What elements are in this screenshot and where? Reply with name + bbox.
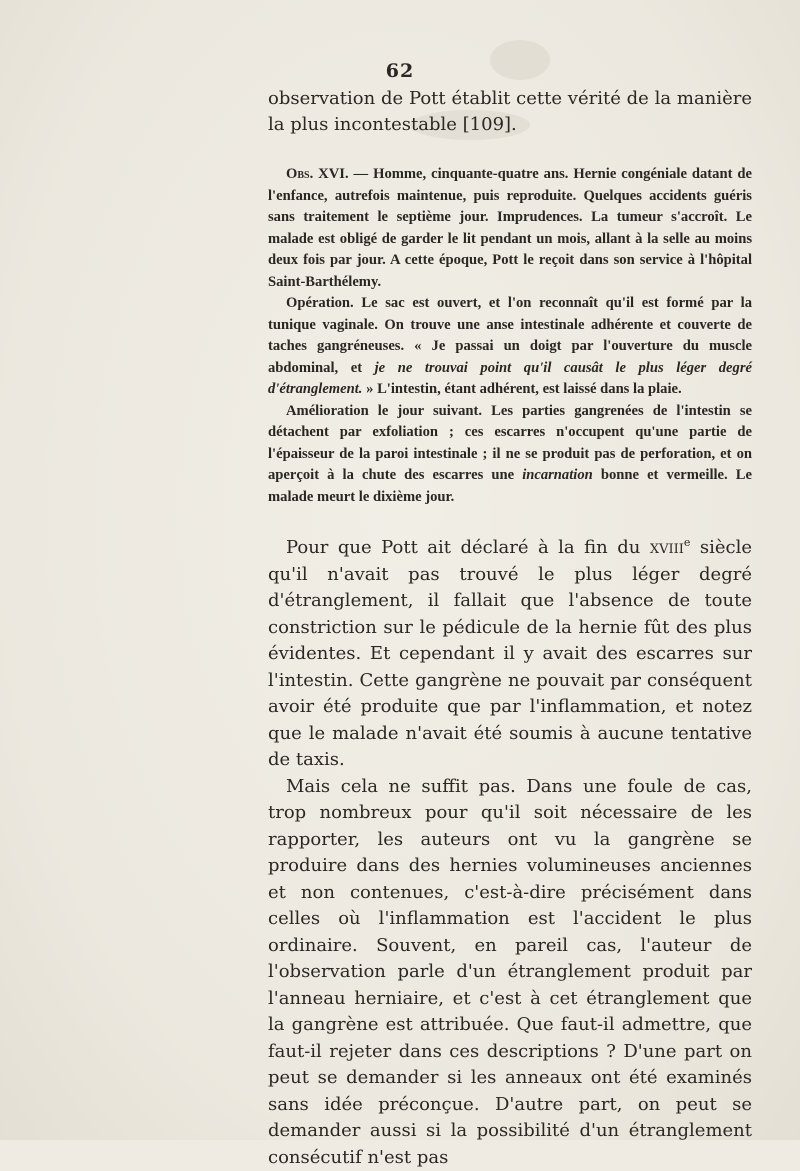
amelioration-italic: incarnation [522,467,593,483]
body-paragraph-1-end: siècle qu'il n'avait pas trouvé le plus léger degré d'étranglement, il fallait que l'absence de toute constriction sur le pédicule de la hernie fût des plus évidentes. Et cependant il y avait des escarres sur l'intestin. Cette gangrène ne pouvait par conséquent avoir été produite que par l'inflammation, et notez que le malade n'avait été soumis à aucune tentative de taxis. [268,537,752,770]
observation-label: Obs. XVI. [286,166,349,182]
observation-summary-text: — Homme, cinquante-quatre ans. Hernie congéniale datant de l'enfance, autrefois maintenue, puis reproduite. Quelques accidents guéris sans traitement le septième jour. Imprudences. La tumeur s'accroît. Le malade est obligé de garder le lit pendant un mois, allant à la selle au moins deux fois par jour. A cette époque, Pott le reçoit dans son service à l'hôpital Saint-Barthélemy. [268,166,752,290]
intro-paragraph: observation de Pott établit cette vérité de la manière la plus incontestable [109]. [268,86,752,138]
amelioration-text-end: bonne et vermeille. Le malade meurt le dixième jour. [268,467,752,505]
observation-operation [268,293,752,401]
page-content [268,86,752,1171]
amelioration-text: Amélioration le jour suivant. Les parties gangrenées de l'intestin se détachent par exfoliation ; ces escarres n'occupent qu'une partie de l'épaisseur de la paroi intestinale ; il ne se produit pas de perforation, et on aperçoit à la chute des escarres une [268,403,752,484]
operation-text-end: » L'intestin, étant adhérent, est laissé dans la plaie. [362,381,681,397]
body-paragraph-1 [268,530,752,774]
body-paragraph-1-start: Pour que Pott ait déclaré à la fin du [286,537,650,558]
observation-summary [268,164,752,293]
page-number: 62 [0,60,800,82]
operation-quote-italic: je ne trouvai point qu'il causât le plus léger degré d'étranglement. [268,360,752,398]
observation-amelioration [268,401,752,509]
century-numeral: xviii [650,537,684,558]
operation-text: Opération. Le sac est ouvert, et l'on reconnaît qu'il est formé par la tunique vaginale. On trouve une anse intestinale adhérente et couverte de taches gangréneuses. « Je passai un doigt par l'ouverture du muscle abdominal, et [268,295,752,376]
body-paragraph-2: Mais cela ne suffit pas. Dans une foule de cas, trop nombreux pour qu'il soit nécessaire de les rapporter, les auteurs ont vu la gangrène se produire dans des hernies volumineuses anciennes et non contenues, c'est-à-dire précisément dans celles où l'inflammation est l'accident le plus ordinaire. Souvent, en pareil cas, l'auteur de l'observation parle d'un étranglement produit par l'anneau herniaire, et c'est à cet étranglement que la gangrène est attribuée. Que faut-il admettre, que faut-il rejeter dans ces descriptions ? D'une part on peut se demander si les anneaux ont été examinés sans idée préconçue. D'autre part, on peut se demander aussi si la possibilité d'un étranglement consécutif n'est pas [268,774,752,1171]
observation-block [268,164,752,508]
body-text [268,530,752,1171]
century-superscript: e [684,536,691,549]
